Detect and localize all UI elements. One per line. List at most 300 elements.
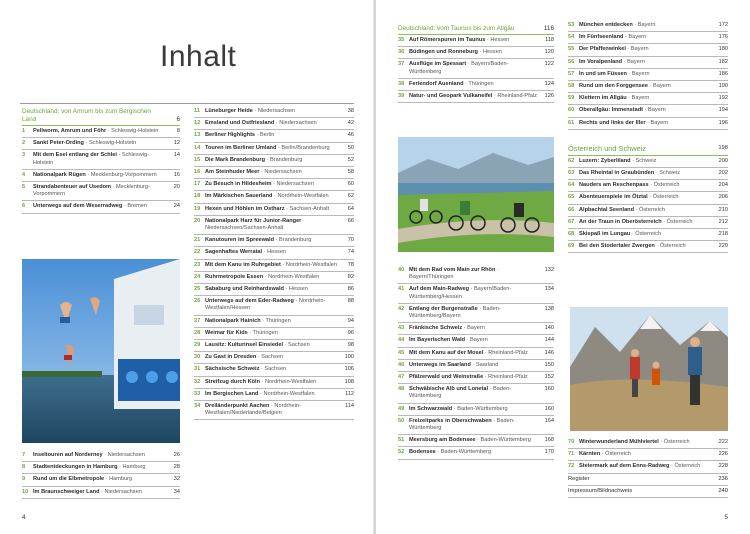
entry-number: 32	[194, 378, 201, 385]
entry-number: 31	[194, 366, 201, 373]
entry-title: Im Voralpenland	[579, 58, 623, 65]
entry-region: · Saarland	[470, 361, 499, 368]
entry-region: · Bayern	[462, 325, 485, 332]
entry-title: Entlang der Burgenstraße	[409, 305, 478, 312]
toc-entry	[194, 216, 354, 235]
entry-title: Hexen und Höhlen im Ostharz	[205, 205, 285, 212]
entry-region: · Rheinland-Pfalz	[483, 374, 528, 381]
entry-number: 62	[568, 157, 575, 164]
toc-entry	[194, 143, 354, 155]
toc-entry	[194, 260, 354, 272]
entry-page: 108	[344, 378, 354, 385]
toc-list	[398, 265, 554, 460]
toc-entry	[194, 364, 354, 376]
toc-entry	[568, 81, 728, 93]
entry-title: Der Pfaffenwinkel	[579, 46, 626, 53]
entry-number: 24	[194, 273, 201, 280]
entry-region: · Schweiz	[654, 170, 681, 177]
entry-number: 10	[22, 488, 29, 495]
entry-region: · Bayern	[643, 107, 666, 114]
page-title: Inhalt	[160, 40, 237, 73]
entry-page: 182	[718, 58, 728, 65]
section-title: Deutschland: vom Taunus bis zum Allgäu	[398, 25, 515, 32]
entry-title: Im Schwarzwald	[409, 405, 453, 412]
entry-number: 39	[398, 93, 405, 100]
entry-page: 218	[718, 231, 728, 238]
entry-region: · Schleswig-Holstein	[106, 128, 159, 134]
entry-title: Impressum/Bildnachweis	[568, 488, 633, 495]
entry-region: · Nordrhein-Westfalen	[258, 390, 315, 397]
entry-region: · Österreich	[600, 451, 631, 458]
toc-entry	[22, 126, 180, 138]
right-page	[376, 0, 750, 534]
title-rule	[20, 103, 354, 104]
right-col-1-bottom	[398, 265, 554, 460]
entry-number: 28	[194, 329, 201, 336]
toc-entry	[194, 340, 354, 352]
entry-title: Pellworm, Amrum und Föhr	[33, 128, 107, 134]
toc-entry	[568, 69, 728, 81]
entry-page: 196	[718, 119, 728, 126]
toc-entry	[22, 450, 180, 462]
entry-page: 96	[347, 329, 354, 336]
photo-boat-kids-jumping	[22, 259, 180, 443]
entry-title: Unterwegs im Saarland	[409, 361, 471, 368]
toc-entry	[568, 93, 728, 105]
entry-region: · Rheinland-Pfalz	[492, 93, 537, 100]
entry-title: Bei den Stodertaler Zwergen	[579, 243, 655, 250]
entry-title: Schwäbische Alb und Lonetal	[409, 386, 489, 393]
entry-title: Meersburg am Bodensee	[409, 437, 476, 444]
entry-title: Alpbachtal Seenland	[579, 206, 635, 213]
entry-region: · Niedersachsen	[102, 452, 145, 458]
entry-title: Fränkische Schweiz	[409, 325, 463, 332]
entry-number: 3	[22, 152, 26, 159]
entry-title: An der Traun in Oberösterreich	[579, 218, 662, 225]
entry-region: · Sachsen	[283, 342, 310, 349]
section-heading	[398, 25, 554, 35]
entry-number: 38	[398, 80, 405, 87]
entry-title: Oberallgäu: Immenstadt	[579, 107, 644, 114]
entry-region: · Baden-Württemberg	[452, 405, 508, 412]
entry-page: 236	[718, 475, 728, 482]
toc-entry	[194, 389, 354, 401]
entry-page: 64	[347, 205, 354, 212]
entry-title: Im Bayerischen Wald	[409, 337, 466, 344]
toc-entry	[194, 377, 354, 389]
toc-list	[568, 20, 728, 130]
toc-entry	[568, 118, 728, 130]
entry-region: · Niedersachsen	[259, 169, 302, 176]
entry-title: Rechts und links der Iller	[579, 119, 646, 126]
entry-title: Mit dem Kanu im Ruhrgebiet	[205, 261, 281, 268]
entry-number: 26	[194, 298, 201, 305]
entry-number: 4	[22, 171, 26, 178]
entry-title: Nationalpark Harz für Junior-Ranger	[205, 217, 302, 224]
toc-entry	[194, 247, 354, 259]
entry-page: 20	[173, 184, 180, 191]
entry-title: Im Braunschweiger Land	[33, 488, 100, 495]
entry-region: · Berlin/Brandenburg	[276, 144, 330, 151]
toc-entry	[22, 487, 180, 499]
entry-title: Im Fünfseenland	[579, 34, 624, 41]
toc-entry	[194, 296, 354, 315]
entry-page: 52	[347, 156, 354, 163]
entry-title: Klettern im Allgäu	[579, 95, 627, 102]
entry-page: 134	[544, 286, 554, 293]
toc-entry	[194, 179, 354, 191]
entry-page: 38	[347, 108, 354, 114]
toc-entry	[22, 182, 180, 201]
toc-entry	[398, 59, 554, 78]
entry-number: 11	[194, 108, 200, 114]
entry-region: · Österreich	[647, 194, 679, 201]
entry-title: Luzern: Zyberliland	[579, 157, 631, 164]
section-heading	[22, 108, 180, 126]
entry-title: Zu Gast in Dresden	[205, 354, 257, 361]
entry-page: 150	[544, 361, 554, 368]
entry-page: 172	[718, 22, 728, 28]
entry-title: Sagenhaftes Werratal	[205, 249, 263, 256]
entry-page: 144	[544, 337, 554, 344]
entry-region: · Österreich	[634, 206, 665, 213]
entry-region: · Nordrhein-Westfalen	[280, 261, 338, 268]
entry-region: · Mecklenburg-Vorpommern	[85, 171, 157, 178]
entry-page: 100	[344, 354, 354, 361]
toc-list	[194, 106, 354, 420]
entry-page: 200	[718, 157, 728, 164]
entry-number: 52	[398, 449, 405, 456]
toc-extra-entry	[568, 474, 728, 486]
entry-number: 20	[194, 217, 201, 224]
entry-number: 6	[22, 203, 26, 210]
entry-title: Büdingen und Ronneburg	[409, 49, 478, 56]
entry-title: Kanutouren im Spreewald	[205, 237, 275, 244]
section-title: Deutschland: von Amrum bis zum Bergischen Land	[22, 108, 151, 123]
entry-region: · Sachsen-Anhalt	[284, 205, 330, 212]
toc-entry	[568, 180, 728, 192]
entry-region: · Nordrhein-Westfalen	[260, 378, 317, 385]
entry-region: · Bayern	[648, 83, 671, 90]
entry-region: · Nordrhein-Westfalen	[263, 273, 320, 280]
entry-region: · Brandenburg	[265, 156, 303, 163]
entry-region: · Baden-Württemberg	[475, 437, 531, 444]
entry-title: Lausitz: Kulturinsel Einsiedel	[205, 342, 284, 349]
entry-region: · Nordrhein-Westfalen/Hessen	[205, 298, 326, 312]
entry-page: 114	[345, 403, 354, 410]
entry-number: 61	[568, 119, 575, 126]
toc-list	[568, 437, 728, 474]
toc-list	[568, 156, 728, 254]
entry-region: · Bayern	[625, 46, 649, 53]
entry-page: 42	[347, 120, 354, 127]
left-page	[0, 0, 374, 534]
toc-entry	[568, 32, 728, 44]
entry-region: · Bayern	[622, 58, 645, 65]
toc-entry	[22, 462, 180, 474]
entry-title: Nationalpark Hainich	[205, 317, 261, 324]
entry-number: 65	[568, 194, 575, 201]
entry-page: 16	[173, 171, 180, 178]
entry-page: 50	[347, 144, 354, 151]
entry-region: · Nordrhein-Westfalen	[272, 193, 329, 200]
entry-number: 17	[194, 181, 201, 188]
toc-entry	[194, 401, 354, 420]
entry-title: Im Bergischen Land	[205, 390, 259, 397]
entry-region: · Hamburg	[117, 464, 146, 471]
toc-entry	[194, 130, 354, 142]
toc-entry	[398, 435, 554, 447]
toc-entry	[398, 384, 554, 403]
entry-region: · Schleswig-Holstein	[33, 152, 149, 166]
entry-title: Bodensee	[409, 449, 436, 456]
entry-page: 138	[544, 305, 554, 312]
entry-page: 194	[718, 107, 728, 114]
entry-number: 60	[568, 107, 575, 114]
entry-region: · Mecklenburg-Vorpommern	[33, 184, 150, 198]
entry-number: 41	[398, 286, 405, 293]
entry-number: 43	[398, 325, 405, 332]
entry-page: 160	[544, 405, 554, 412]
entry-region: · Bayern/Baden-Württemberg	[409, 61, 509, 75]
toc-entry	[568, 20, 728, 32]
entry-page: 74	[347, 249, 354, 256]
entry-title: Register	[568, 475, 590, 482]
toc-entry	[398, 304, 554, 323]
toc-entry	[568, 156, 728, 168]
entry-page: 28	[173, 464, 180, 471]
entry-page: 70	[347, 237, 354, 244]
toc-entry	[194, 352, 354, 364]
entry-number: 48	[398, 386, 405, 393]
entry-page: 164	[544, 417, 554, 424]
entry-number: 22	[194, 249, 201, 256]
toc-entry	[568, 449, 728, 461]
toc-extras	[568, 474, 728, 499]
entry-number: 29	[194, 342, 201, 349]
toc-entry	[22, 138, 180, 150]
entry-title: Inseltouren auf Norderney	[33, 452, 103, 458]
entry-region: · Sachsen	[259, 366, 287, 373]
entry-region: · Thüringen	[260, 317, 291, 324]
entry-page: 118	[545, 37, 554, 43]
entry-title: Rund um den Forggensee	[579, 83, 648, 90]
toc-entry	[568, 44, 728, 56]
entry-title: Im Märkischen Sauerland	[205, 193, 273, 200]
entry-page: 202	[718, 170, 728, 177]
toc-entry	[398, 404, 554, 416]
entry-title: Strandabenteuer auf Usedom	[33, 184, 112, 191]
entry-number: 58	[568, 83, 575, 90]
entry-region: · Bayern/Baden-Württemberg/Hessen	[409, 286, 512, 300]
entry-title: Auf Römerspuren im Taunus	[409, 37, 486, 43]
photo-family-cycling-lake	[398, 137, 554, 252]
entry-number: 30	[194, 354, 201, 361]
toc-entry	[398, 35, 554, 47]
entry-number: 72	[568, 463, 575, 470]
entry-region: · Bremen	[122, 203, 147, 210]
entry-region: · Hessen	[485, 37, 510, 43]
entry-page: 120	[544, 49, 554, 56]
toc-entry	[568, 241, 728, 253]
entry-number: 57	[568, 70, 575, 77]
toc-entry	[398, 265, 554, 284]
toc-entry	[194, 155, 354, 167]
toc-entry	[398, 348, 554, 360]
entry-title: Steiermark auf dem Enns-Radweg	[579, 463, 670, 470]
entry-number: 50	[398, 417, 405, 424]
toc-entry	[194, 328, 354, 340]
entry-page: 32	[173, 476, 180, 483]
entry-number: 64	[568, 182, 575, 189]
entry-number: 63	[568, 170, 575, 177]
entry-page: 94	[347, 317, 354, 324]
toc-entry	[398, 335, 554, 347]
entry-number: 7	[22, 452, 26, 458]
entry-page: 86	[347, 286, 354, 293]
entry-page: 206	[718, 194, 728, 201]
entry-region: · Nordrhein-Westfalen/Niederlande/Belgien	[205, 403, 301, 417]
entry-title: Ausflüge im Spessart	[409, 61, 467, 68]
entry-number: 59	[568, 95, 575, 102]
entry-page: 186	[718, 70, 728, 77]
entry-number: 1	[22, 128, 26, 134]
entry-page: 26	[173, 452, 180, 458]
entry-title: Freizeitparks in Oberschwaben	[409, 417, 492, 424]
entry-number: 9	[22, 476, 26, 483]
entry-region: · Österreich	[669, 463, 701, 470]
entry-page: 220	[718, 243, 728, 250]
entry-page: 24	[173, 203, 180, 210]
entry-title: Abenteuerspiele im Ötztal	[579, 194, 648, 201]
entry-title: Emsland und Ostfriesland	[205, 120, 275, 127]
entry-number: 18	[194, 193, 201, 200]
entry-title: Winterwunderland Mühlviertel	[579, 439, 659, 445]
entry-region: · Bayern	[626, 95, 650, 102]
toc-list	[22, 450, 180, 499]
entry-page: 176	[718, 34, 728, 41]
entry-number: 13	[194, 132, 201, 139]
entry-number: 35	[398, 37, 405, 43]
toc-entry	[194, 191, 354, 203]
entry-region: · Rheinland-Pfalz	[483, 349, 528, 356]
entry-region: · Bayern	[645, 119, 669, 126]
entry-number: 54	[568, 34, 575, 41]
entry-title: Lüneburger Heide	[205, 108, 253, 114]
entry-title: Feriendorf Auenland	[409, 80, 464, 87]
entry-title: Zu Besuch in Hildesheim	[205, 181, 272, 188]
entry-title: Auf dem Main-Radweg	[409, 286, 469, 293]
entry-page: 58	[347, 169, 354, 176]
section-page: 198	[718, 144, 728, 151]
entry-number: 66	[568, 206, 575, 213]
entry-number: 40	[398, 267, 405, 273]
entry-region: · Schweiz	[630, 157, 657, 164]
toc-entry	[194, 316, 354, 328]
entry-title: Nationalpark Rügen	[33, 171, 86, 178]
entry-region: · Thüringen	[463, 80, 494, 87]
toc-entry	[568, 192, 728, 204]
entry-region: · Hessen	[262, 249, 287, 256]
entry-page: 88	[347, 298, 354, 305]
entry-number: 34	[194, 403, 201, 410]
entry-number: 33	[194, 390, 201, 397]
page-number-left: 4	[22, 514, 26, 521]
right-col-2	[568, 20, 728, 253]
entry-number: 37	[398, 61, 405, 68]
section-title: Österreich und Schweiz	[568, 143, 647, 153]
entry-region: · Bayern/Thüringen	[409, 267, 499, 281]
toc-entry	[194, 106, 354, 118]
toc-entry	[568, 217, 728, 229]
entry-title: Am Steinhuder Meer	[205, 169, 260, 176]
toc-entry	[568, 437, 728, 449]
toc-entry	[22, 201, 180, 213]
toc-entry	[398, 416, 554, 435]
toc-entry	[398, 323, 554, 335]
entry-number: 23	[194, 261, 201, 268]
toc-entry	[568, 168, 728, 180]
entry-region: · Sachsen	[256, 354, 284, 361]
entry-page: 160	[544, 386, 554, 393]
toc-entry	[194, 284, 354, 296]
entry-number: 56	[568, 58, 575, 65]
toc-entry	[194, 272, 354, 284]
toc-entry	[22, 150, 180, 169]
entry-region: · Baden-Württemberg/Bayern	[409, 305, 501, 320]
entry-title: Unterwegs auf dem Eder-Radweg	[205, 298, 294, 305]
entry-region: · Hessen	[283, 286, 308, 293]
entry-number: 69	[568, 243, 575, 250]
right-col-1	[398, 25, 554, 103]
entry-region: · Baden-Württemberg	[435, 449, 492, 456]
entry-title: In und um Füssen	[579, 70, 627, 77]
entry-page: 192	[718, 95, 728, 102]
toc-entry	[194, 235, 354, 247]
entry-title: Pfälzerwald und Weinstraße	[409, 374, 484, 381]
toc-entry	[568, 57, 728, 69]
entry-number: 14	[194, 144, 201, 151]
entry-region: · Hamburg	[104, 476, 133, 483]
entry-title: Streifzug durch Köln	[205, 378, 261, 385]
entry-region: · Thüringen	[247, 329, 278, 336]
section-page: 6	[176, 116, 180, 123]
toc-list	[22, 126, 180, 214]
entry-number: 49	[398, 405, 405, 412]
entry-page: 226	[718, 451, 728, 458]
entry-title: Unterwegs auf dem Weserradweg	[33, 203, 123, 210]
entry-region: · Österreich	[654, 243, 686, 250]
entry-page: 112	[345, 390, 354, 397]
entry-title: Ruhrmetropole Essen	[205, 273, 264, 280]
entry-page: 146	[544, 349, 554, 356]
entry-number: 42	[398, 305, 405, 312]
entry-page: 126	[544, 93, 554, 100]
entry-number: 25	[194, 286, 201, 293]
entry-page: 190	[718, 83, 728, 90]
entry-title: Kärnten	[579, 451, 601, 458]
toc-entry	[398, 447, 554, 459]
entry-region: · Niedersachsen	[274, 120, 317, 127]
toc-entry	[398, 284, 554, 303]
entry-region: · Österreich	[630, 231, 662, 238]
toc-entry	[194, 204, 354, 216]
entry-number: 70	[568, 439, 575, 445]
entry-page: 212	[718, 218, 728, 225]
section-page: 116	[543, 25, 554, 32]
entry-region: · Baden-Württemberg	[409, 386, 512, 400]
toc-entry	[568, 105, 728, 117]
